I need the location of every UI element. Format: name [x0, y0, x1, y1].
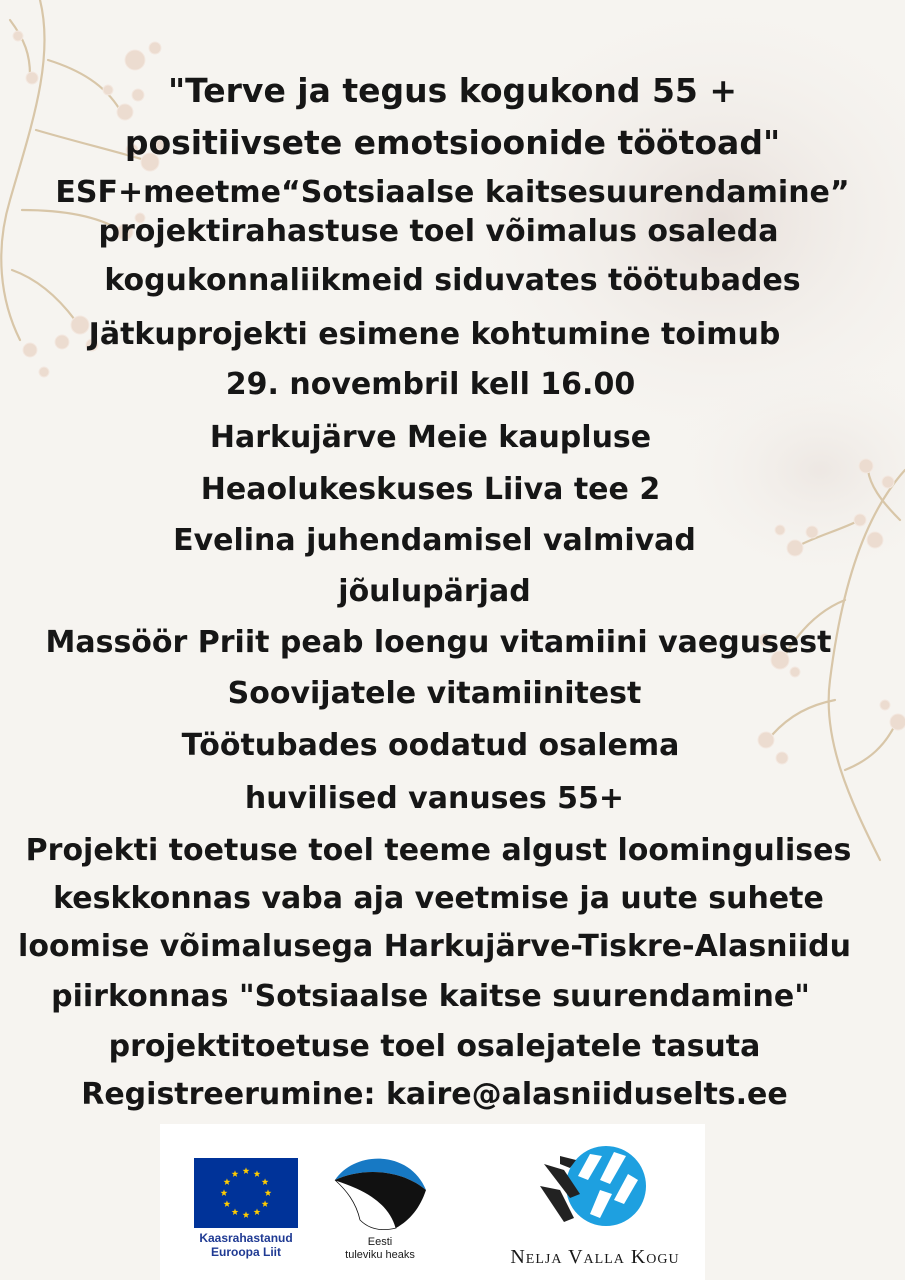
estonia-flag-arc-icon — [330, 1150, 430, 1234]
estonia-caption-line-1: Eesti — [367, 1236, 393, 1248]
poster-text-line: kogukonnaliikmeid siduvates töötubades — [104, 263, 801, 298]
poster-title-line-1: "Terve ja tegus kogukond 55 + — [167, 71, 738, 110]
event-date: 29. novembril kell 16.00 — [225, 367, 636, 402]
eu-caption-line-1: Kaasrahastanud — [199, 1231, 293, 1245]
eu-flag-icon — [194, 1158, 298, 1228]
registration-line: Registreerumine: kaire@alasniiduselts.ee — [81, 1077, 788, 1112]
poster-text-line: projektitoetuse toel osalejatele tasuta — [108, 1029, 761, 1064]
poster-text-line: loomise võimalusega Harkujärve-Tiskre-Alasniidu — [18, 929, 851, 964]
poster-text-line: Projekti toetuse toel teeme algust loomingulises — [25, 833, 852, 868]
poster-text-line: huvilised vanuses 55+ — [244, 781, 625, 816]
poster-text-line: Evelina juhendamisel valmivad — [173, 523, 696, 558]
poster-text-line: Soovijatele vitamiinitest — [227, 676, 642, 711]
eu-caption-line-2: Euroopa Liit — [211, 1244, 281, 1259]
event-venue: Harkujärve Meie kaupluse — [209, 420, 652, 455]
eu-logo — [194, 1158, 298, 1276]
sponsor-logo-strip — [160, 1124, 705, 1280]
nelja-valla-kogu-logo — [490, 1134, 700, 1280]
poster-text-line: Töötubades oodatud osalema — [181, 728, 680, 763]
estonia-caption-line-2: tuleviku heaks — [345, 1248, 415, 1261]
event-address: Heaolukeskuses Liiva tee 2 — [200, 472, 661, 507]
poster-text-line: Massöör Priit peab loengu vitamiini vaegusest — [45, 625, 832, 660]
poster-text-line: ESF+meetme“Sotsiaalse kaitsesuurendamine” — [55, 175, 850, 210]
poster-text-line: piirkonnas "Sotsiaalse kaitse suurendamine" — [51, 979, 810, 1014]
poster-text-line: Jätkuprojekti esimene kohtumine toimub — [88, 317, 781, 352]
estonia-logo — [330, 1150, 440, 1276]
poster-text-line: jõulupärjad — [338, 574, 531, 609]
poster-text-line: keskkonnas vaba aja veetmise ja uute suhete — [53, 881, 824, 916]
poster-text-line: projektirahastuse toel võimalus osaleda — [98, 214, 779, 249]
poster-title-line-2: positiivsete emotsioonide töötoad" — [124, 123, 781, 162]
nvk-emblem-icon — [530, 1134, 660, 1234]
nvk-caption: Nelja Valla Kogu — [510, 1246, 680, 1268]
